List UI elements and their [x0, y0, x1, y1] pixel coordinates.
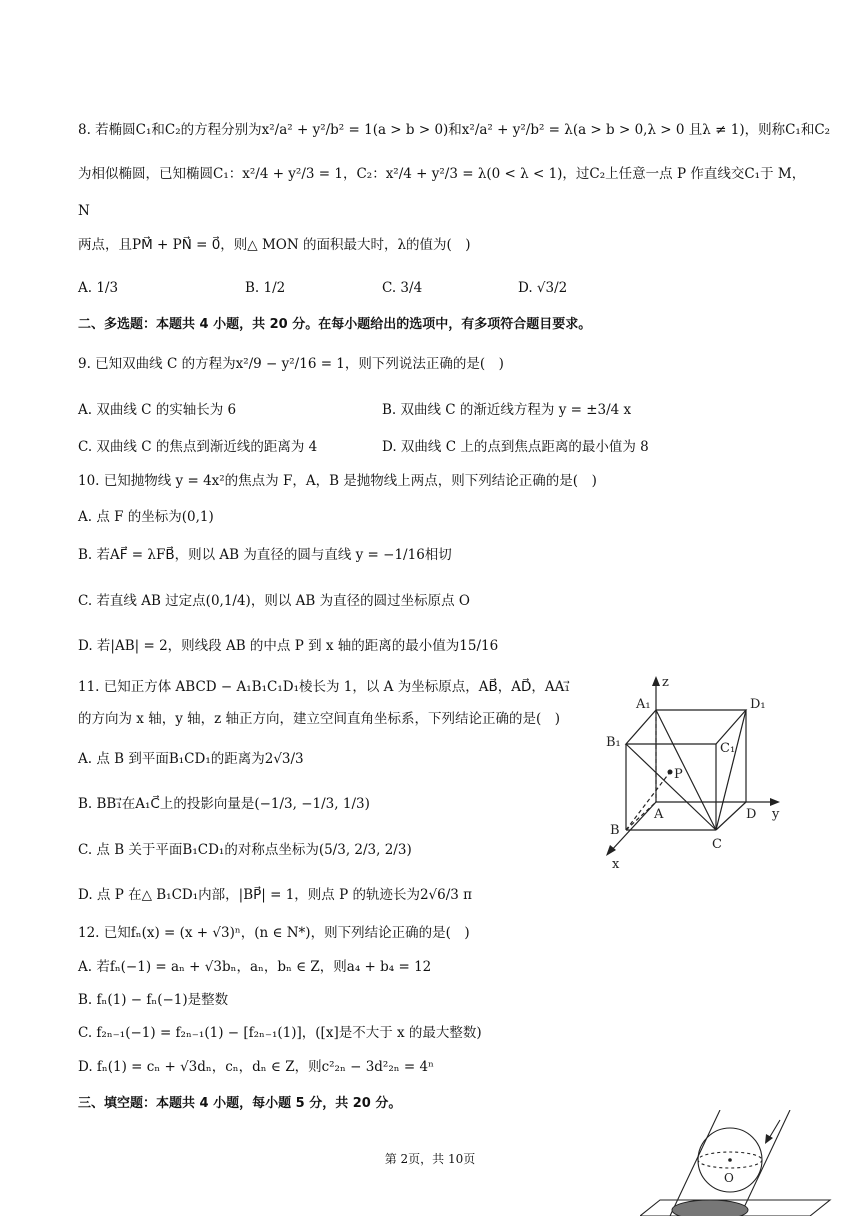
- q10-option-c: C. 若直线 AB 过定点(0,1/4)，则以 AB 为直径的圆过坐标原点 O: [78, 593, 470, 609]
- label-a: A: [654, 807, 664, 822]
- cube-top-face: [626, 710, 746, 744]
- q8-line4: 两点，且PM⃗ + PN⃗ = 0⃗，则△ MON 的面积最大时，λ的值为( ): [78, 237, 471, 253]
- q12-option-b: B. fₙ(1) − fₙ(−1)是整数: [78, 992, 229, 1008]
- q8-line3: N: [78, 203, 90, 219]
- q8-line2: 为相似椭圆，已知椭圆C₁：x²/4 + y²/3 = 1，C₂：x²/4 + y²/3 = λ(0 < λ < 1)，过C₂上任意一点 P 作直线交C₁于 M，: [78, 166, 806, 182]
- shadow-ellipse: [672, 1200, 748, 1216]
- q11-option-b: B. BB₁⃗在A₁C⃗上的投影向量是(−1/3, −1/3, 1/3): [78, 796, 370, 812]
- q9-stem: 9. 已知双曲线 C 的方程为x²/9 − y²/16 = 1，则下列说法正确的是( ): [78, 356, 504, 372]
- cube-figure: [596, 672, 796, 872]
- q8-line1: 8. 若椭圆C₁和C₂的方程分别为x²/a² + y²/b² = 1(a > b > 0)和x²/a² + y²/b² = λ(a > b > 0,λ > 0 且λ ≠ 1)，则称C₁和C₂: [78, 122, 831, 138]
- label-b: B: [610, 823, 620, 838]
- q10-option-b: B. 若AF⃗ = λFB⃗，则以 AB 为直径的圆与直线 y = −1/16相切: [78, 547, 452, 563]
- q8-option-c: C. 3/4: [382, 280, 423, 296]
- label-o: O: [724, 1171, 734, 1185]
- label-p: P: [674, 767, 683, 782]
- sphere-figure: [640, 1110, 840, 1216]
- q10-option-a: A. 点 F 的坐标为(0,1): [78, 509, 214, 525]
- q10-option-d: D. 若|AB| = 2，则线段 AB 的中点 P 到 x 轴的距离的最小值为15/16: [78, 638, 499, 654]
- q9-option-a: A. 双曲线 C 的实轴长为 6: [78, 402, 237, 418]
- q8-option-b: B. 1/2: [245, 280, 286, 296]
- label-c: C: [712, 837, 722, 852]
- q11-option-a: A. 点 B 到平面B₁CD₁的距离为2√3/3: [78, 751, 304, 767]
- label-d: D: [746, 807, 757, 822]
- q9-option-b: B. 双曲线 C 的渐近线方程为 y = ±3/4 x: [382, 402, 632, 418]
- label-x: x: [612, 857, 620, 872]
- q12-option-c: C. f₂ₙ₋₁(−1) = f₂ₙ₋₁(1) − [f₂ₙ₋₁(1)]，([x]是不大于 x 的最大整数): [78, 1025, 482, 1041]
- q9-option-c: C. 双曲线 C 的焦点到渐近线的距离为 4: [78, 439, 318, 455]
- q11-option-d: D. 点 P 在△ B₁CD₁内部，|BP⃗| = 1，则点 P 的轨迹长为2√6/3 π: [78, 887, 473, 903]
- point-p: [668, 770, 673, 775]
- label-y: y: [772, 807, 780, 822]
- label-b1: B₁: [606, 735, 621, 750]
- q9-option-d: D. 双曲线 C 上的点到焦点距离的最小值为 8: [382, 439, 649, 455]
- q12-option-a: A. 若fₙ(−1) = aₙ + √3bₙ，aₙ，bₙ ∈ Z，则a₄ + b₄ = 12: [78, 959, 432, 975]
- q8-option-d: D. √3/2: [518, 280, 568, 296]
- section-2-heading: 二、多选题：本题共 4 小题，共 20 分。在每小题给出的选项中，有多项符合题目要求。: [78, 317, 592, 332]
- label-a1: A₁: [636, 697, 651, 712]
- section-3-heading: 三、填空题：本题共 4 小题，每小题 5 分，共 20 分。: [78, 1096, 402, 1111]
- q12-option-d: D. fₙ(1) = cₙ + √3dₙ，cₙ，dₙ ∈ Z，则c²₂ₙ − 3d²₂ₙ = 4ⁿ: [78, 1059, 434, 1075]
- q11-stem-line1: 11. 已知正方体 ABCD − A₁B₁C₁D₁棱长为 1，以 A 为坐标原点，AB⃗，AD⃗，AA₁⃗: [78, 679, 570, 695]
- q11-option-c: C. 点 B 关于平面B₁CD₁的对称点坐标为(5/3, 2/3, 2/3): [78, 842, 412, 858]
- q10-stem: 10. 已知抛物线 y = 4x²的焦点为 F，A，B 是抛物线上两点，则下列结论正确的是( ): [78, 473, 597, 489]
- q12-stem: 12. 已知fₙ(x) = (x + √3)ⁿ，(n ∈ N*)，则下列结论正确的是( ): [78, 925, 470, 941]
- q8-option-a: A. 1/3: [78, 280, 119, 296]
- label-c1: C₁: [720, 741, 736, 756]
- page-footer: 第 2页，共 10页: [384, 1152, 476, 1166]
- label-z: z: [662, 675, 669, 690]
- q11-stem-line2: 的方向为 x 轴，y 轴，z 轴正方向，建立空间直角坐标系，下列结论正确的是( ): [78, 711, 561, 727]
- label-d1: D₁: [750, 697, 766, 712]
